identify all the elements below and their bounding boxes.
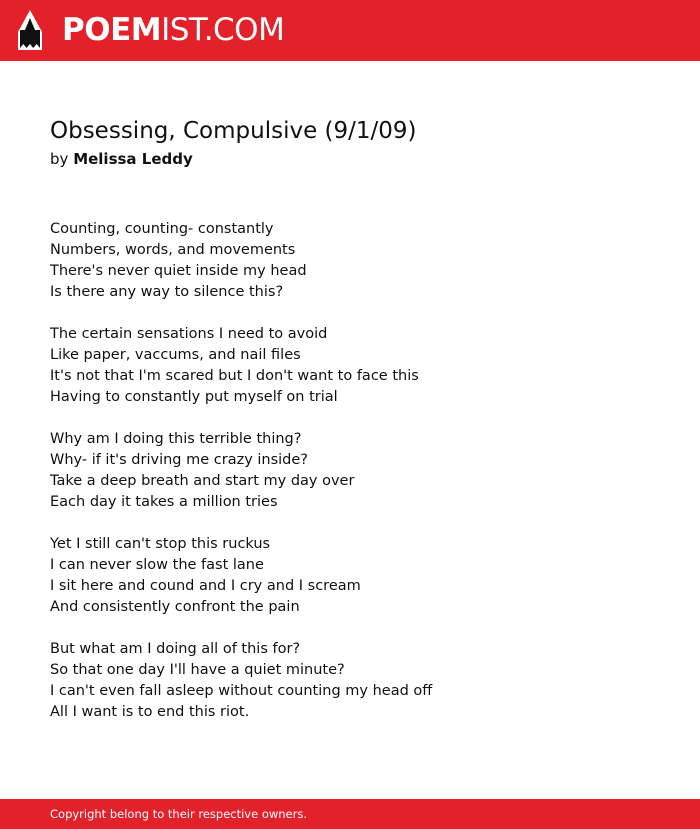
poem-line: Take a deep breath and start my day over bbox=[50, 473, 355, 489]
poem-line: Having to constantly put myself on trial bbox=[50, 389, 338, 405]
by-label: by bbox=[50, 150, 69, 168]
poem-line: The certain sensations I need to avoid bbox=[50, 326, 328, 342]
poem-line: Each day it takes a million tries bbox=[50, 494, 278, 510]
site-logo[interactable] bbox=[62, 12, 284, 48]
poem-line: But what am I doing all of this for? bbox=[50, 641, 301, 657]
poem-line: There's never quiet inside my head bbox=[50, 263, 307, 279]
stanza bbox=[50, 219, 650, 303]
poem-line: And consistently confront the pain bbox=[50, 599, 300, 615]
copyright-text: Copyright belong to their respective owners. bbox=[50, 807, 308, 821]
poem-line: Yet I still can't stop this ruckus bbox=[50, 536, 271, 552]
logo-text-bold: POEM bbox=[62, 12, 162, 48]
site-footer bbox=[0, 799, 700, 829]
poem-title: Obsessing, Compulsive (9/1/09) bbox=[50, 118, 417, 144]
poem-line: It's not that I'm scared but I don't want to face this bbox=[50, 368, 419, 384]
poem-line: So that one day I'll have a quiet minute? bbox=[50, 662, 345, 678]
poem-line: Like paper, vaccums, and nail files bbox=[50, 347, 301, 363]
poem-line: I can never slow the fast lane bbox=[50, 557, 264, 573]
stanza bbox=[50, 534, 650, 618]
stanza bbox=[50, 639, 650, 723]
pencil-icon bbox=[17, 9, 43, 51]
byline bbox=[50, 149, 193, 169]
poem-line: Is there any way to silence this? bbox=[50, 284, 284, 300]
site-header bbox=[0, 0, 700, 61]
poem-body bbox=[50, 219, 650, 744]
poem-line: Why am I doing this terrible thing? bbox=[50, 431, 302, 447]
poem-line: Counting, counting- constantly bbox=[50, 221, 274, 237]
poem-line: Why- if it's driving me crazy inside? bbox=[50, 452, 309, 468]
logo-text-light: IST.COM bbox=[161, 12, 285, 48]
poem-line: I can't even fall asleep without counting my head off bbox=[50, 683, 433, 699]
stanza bbox=[50, 429, 650, 513]
poem-line: Numbers, words, and movements bbox=[50, 242, 296, 258]
author-name: Melissa Leddy bbox=[73, 150, 193, 168]
stanza bbox=[50, 324, 650, 408]
poem-line: All I want is to end this riot. bbox=[50, 704, 250, 720]
poem-line: I sit here and cound and I cry and I scream bbox=[50, 578, 361, 594]
